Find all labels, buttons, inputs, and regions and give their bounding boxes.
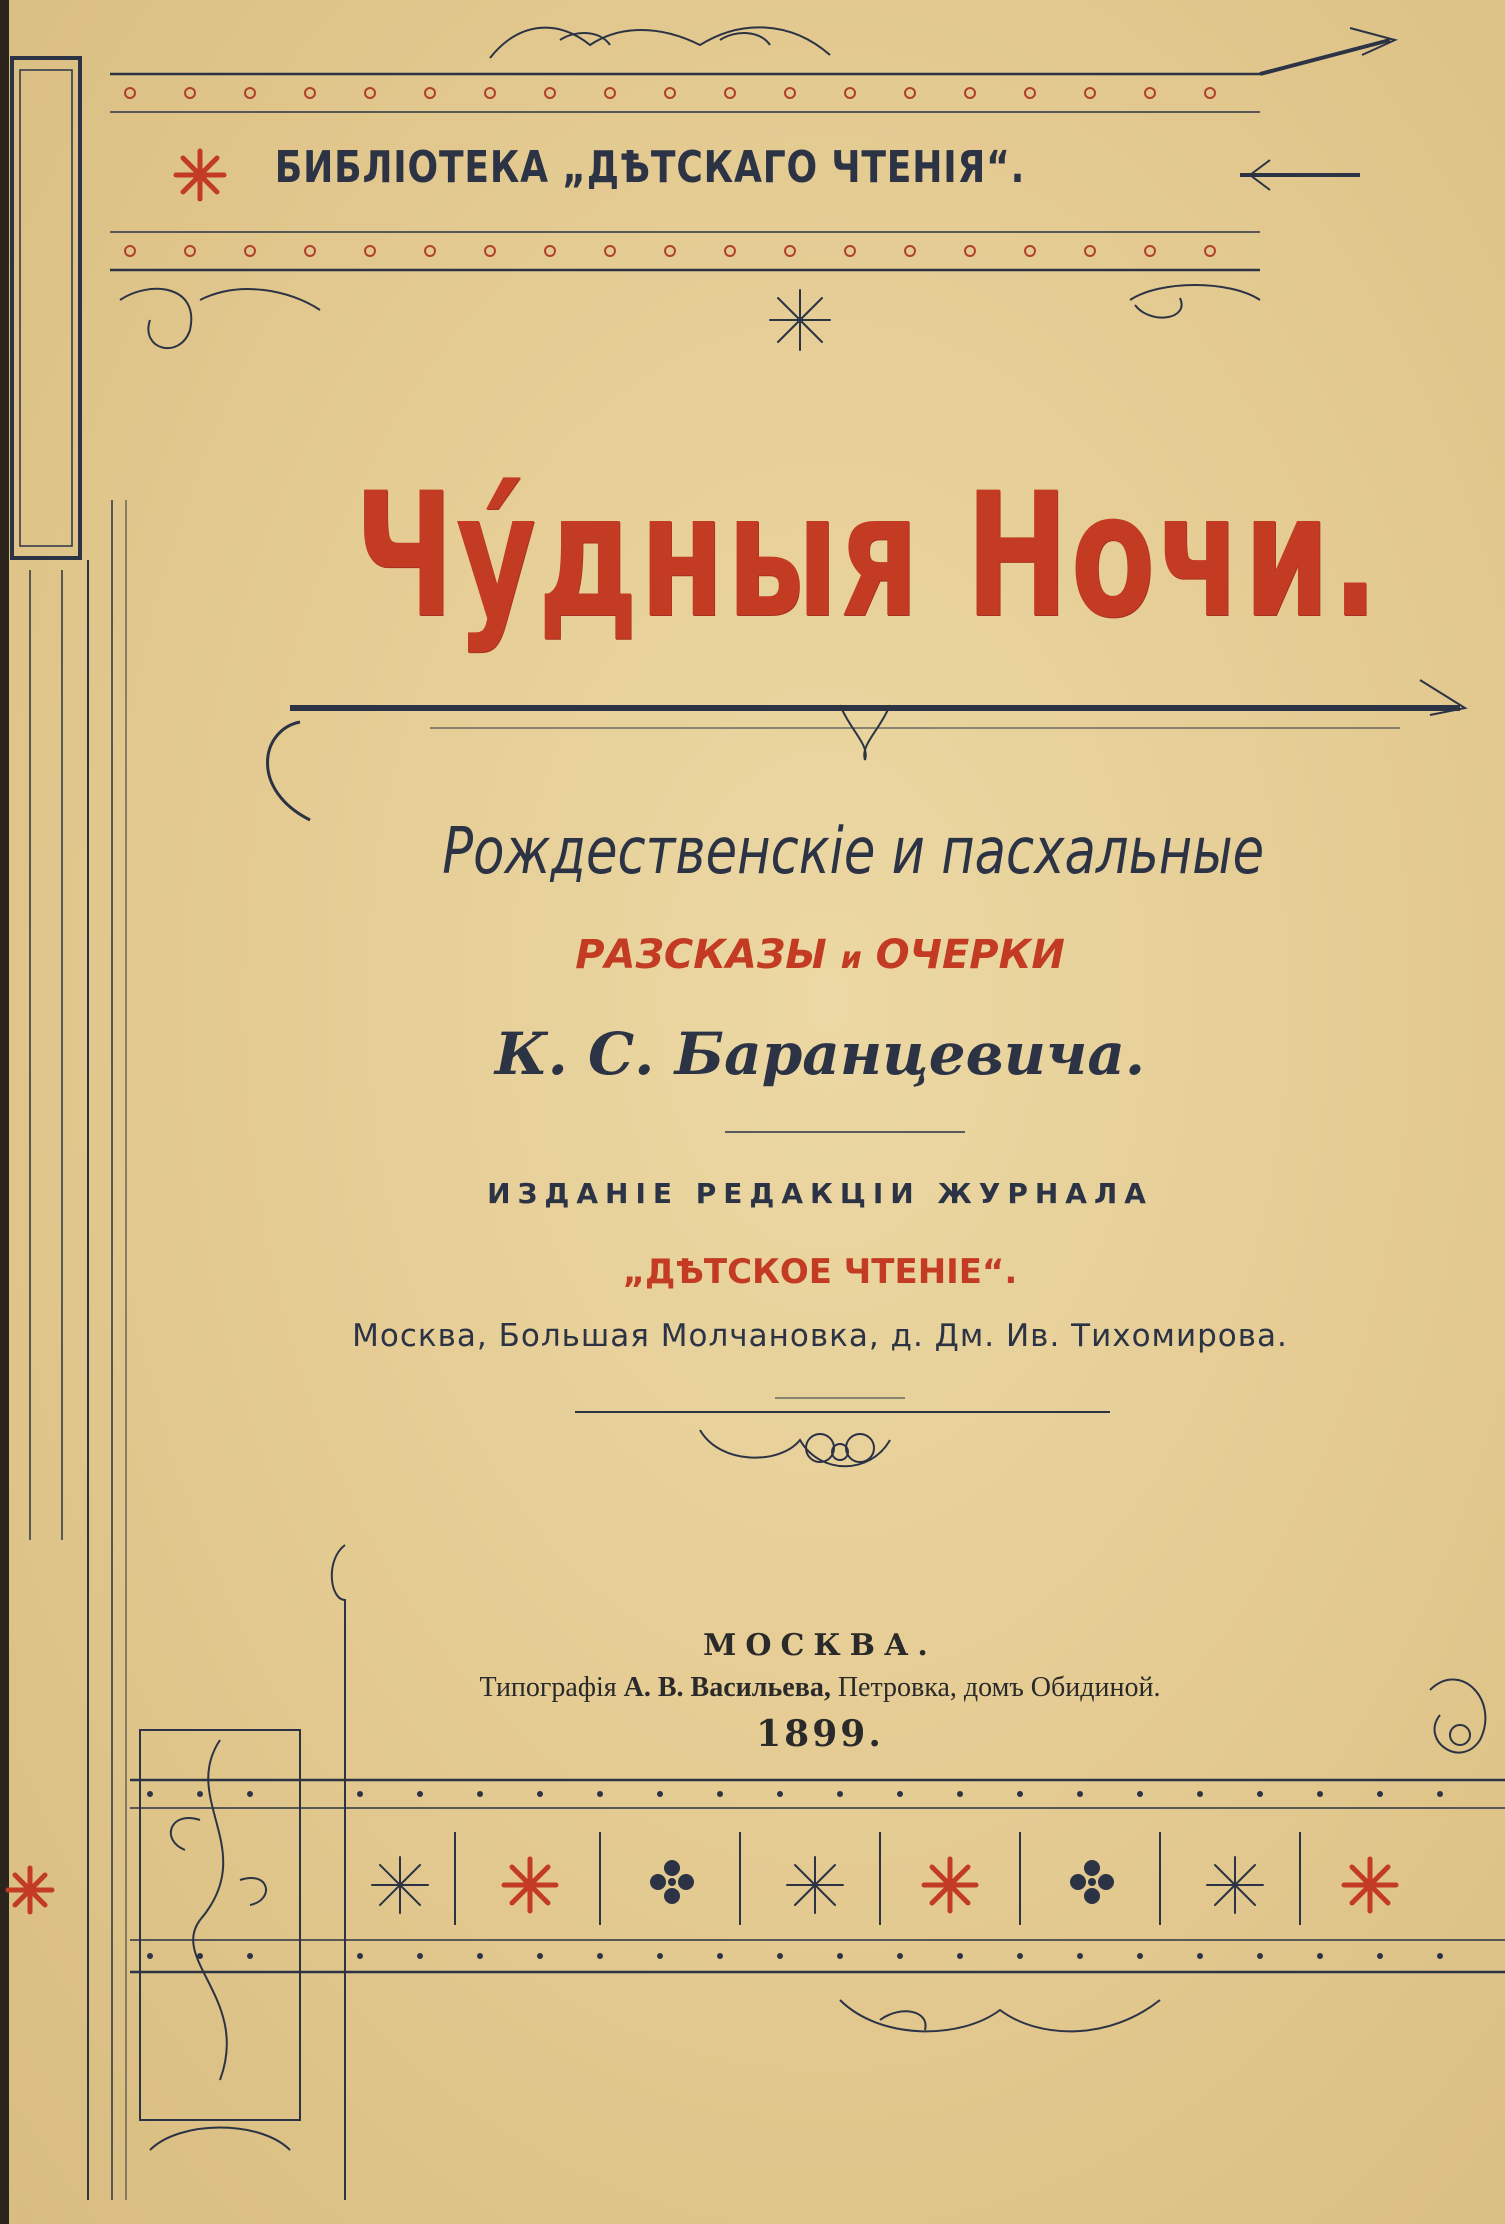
book-title: Чу́дныя Ночи. — [354, 455, 1380, 656]
imprint-year: 1899. — [756, 1713, 884, 1755]
genre-word-stories: РАЗСКАЗЫ — [575, 932, 827, 978]
book-subtitle: Рождественскіе и пасхальные — [442, 815, 1265, 889]
genre-conjunction: и — [840, 941, 862, 976]
genre-word-sketches: ОЧЕРКИ — [875, 932, 1065, 978]
publisher-address: Москва, Большая Молчановка, д. Дм. Ив. Тихомирова. — [352, 1318, 1288, 1354]
journal-name: „ДѢТСКОЕ ЧТЕНІЕ“. — [622, 1252, 1018, 1292]
printer-prefix: Типографія — [479, 1672, 617, 1703]
series-title: БИБЛІОТЕКА „ДѢТСКАГО ЧТЕНІЯ“. — [274, 142, 1026, 193]
author-name: К. С. Баранцевича. — [494, 1020, 1146, 1088]
imprint-city: МОСКВА. — [703, 1628, 937, 1663]
imprint-printer — [230, 1672, 1410, 1704]
printer-name: А. В. Васильева, — [623, 1672, 831, 1703]
edition-line: ИЗДАНІЕ РЕДАКЦІИ ЖУРНАЛА — [487, 1177, 1153, 1210]
printer-address: Петровка, домъ Обидиной. — [837, 1672, 1161, 1703]
genre-line — [230, 932, 1410, 978]
